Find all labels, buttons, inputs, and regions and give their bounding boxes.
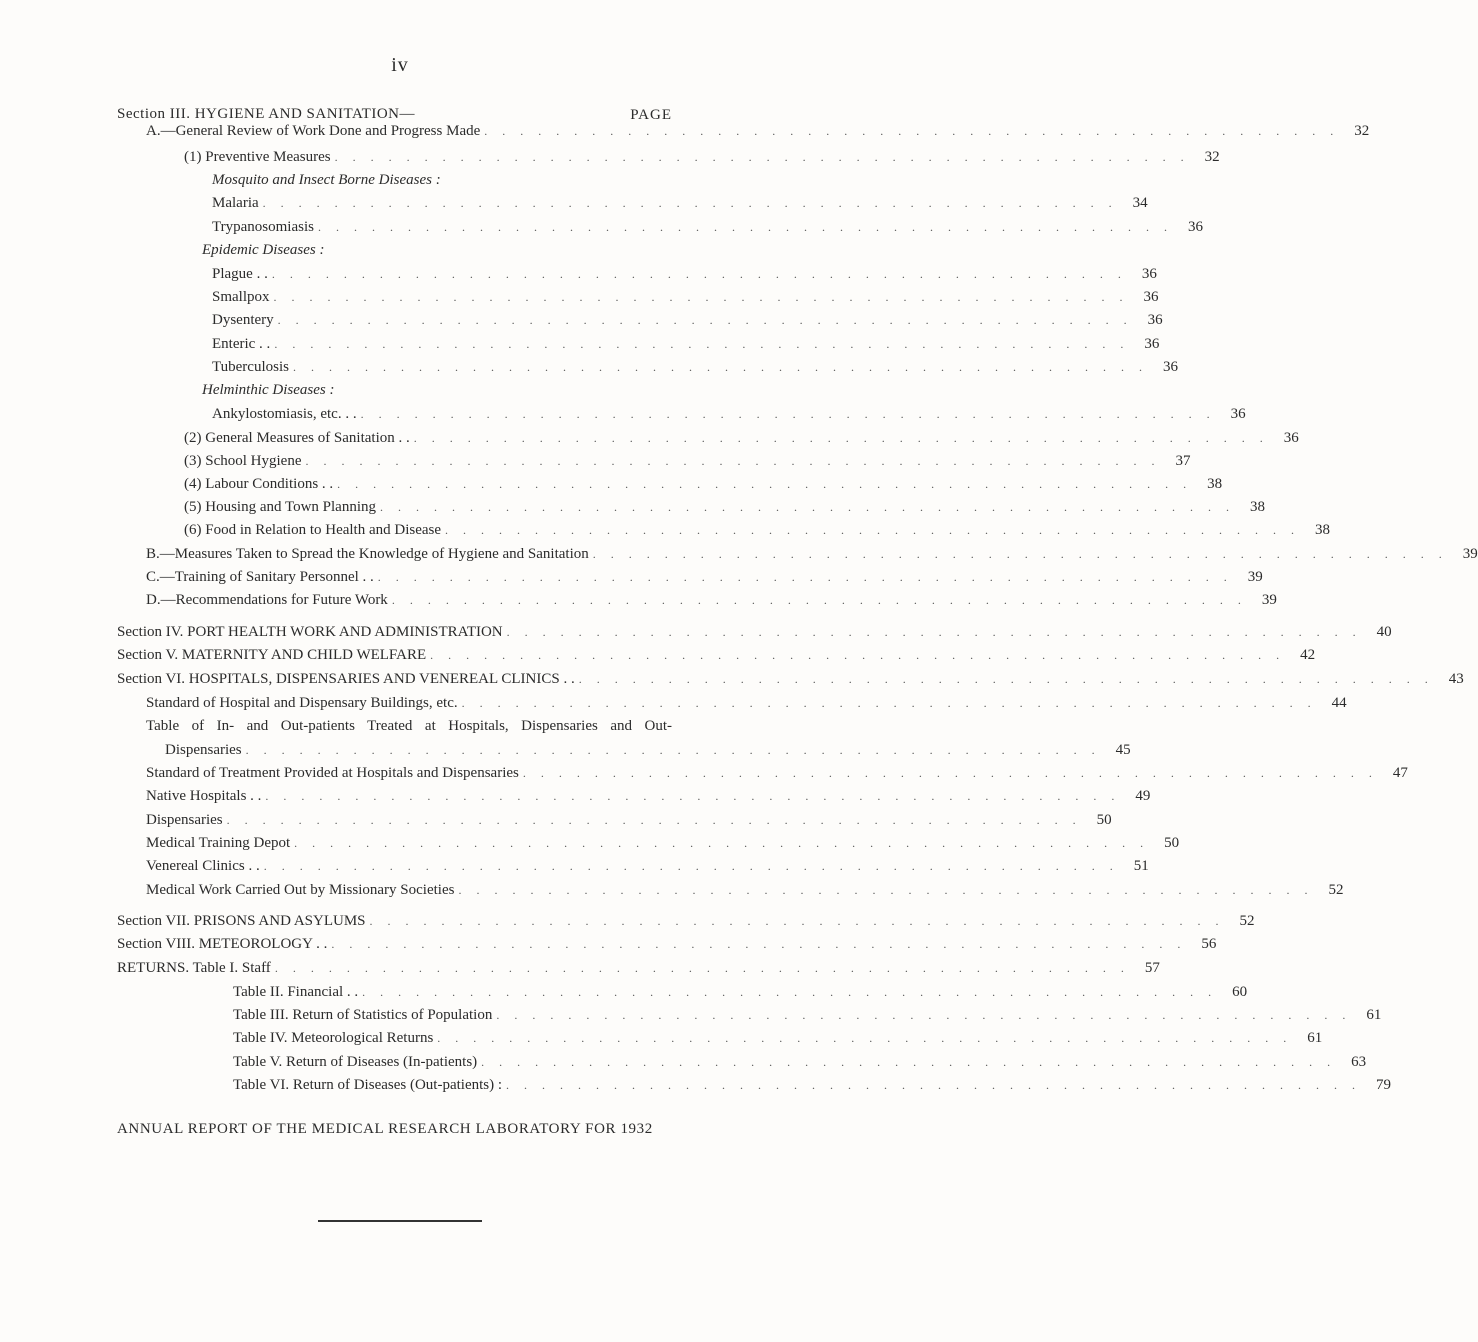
leader-dots: . . . . . . . . . . . . . . . . . . . . . . . . . . . . . . . . . . . . . . . . . . . . . . . . — [305, 454, 1161, 468]
toc-entry-text: Malaria — [212, 195, 259, 211]
toc-entry-text: Native Hospitals . . — [146, 788, 262, 804]
toc-entry-text: Dysentery — [212, 312, 274, 328]
toc-page-number: 38 — [1250, 499, 1265, 515]
toc-entry[interactable] — [212, 287, 1159, 307]
footer-rule — [318, 1220, 482, 1222]
toc-entry-text: Tuberculosis — [212, 359, 289, 375]
toc-entry-text: (4) Labour Conditions . . — [184, 476, 334, 492]
leader-dots: . . . . . . . . . . . . . . . . . . . . . . . . . . . . . . . . . . . . . . . . . . . . . . . . — [522, 766, 1378, 780]
toc-entry[interactable] — [146, 590, 1277, 610]
toc-entry[interactable] — [146, 810, 1112, 830]
toc-entry[interactable] — [233, 982, 1248, 1002]
toc-page-number: 38 — [1207, 476, 1223, 492]
toc-page-number: 34 — [1132, 195, 1148, 211]
toc-entry[interactable] — [233, 1052, 1367, 1072]
toc-entry-text: Enteric . . — [212, 336, 271, 352]
toc-entry[interactable] — [212, 217, 1203, 237]
toc-entry[interactable] — [184, 147, 1220, 167]
toc-subheading: Mosquito and Insect Borne Diseases : — [212, 172, 441, 188]
toc-entry[interactable] — [212, 357, 1178, 377]
toc-entry-text: Table of In- and Out-patients Treated at Hospitals, Dispensaries and Out- — [146, 718, 672, 734]
toc-entry[interactable] — [146, 880, 1344, 900]
toc-entry-text: Table V. Return of Diseases (In-patients) — [233, 1054, 478, 1070]
toc-page-number: 40 — [1376, 624, 1392, 640]
toc-entry[interactable] — [233, 1075, 1392, 1095]
leader-dots: . . . . . . . . . . . . . . . . . . . . . . . . . . . . . . . . . . . . . . . . . . . . . . . . — [294, 836, 1150, 850]
leader-dots: . . . . . . . . . . . . . . . . . . . . . . . . . . . . . . . . . . . . . . . . . . . . . . . . — [437, 1031, 1293, 1045]
toc-entry-text: Section IV. PORT HEALTH WORK AND ADMINISTRATION — [117, 624, 503, 640]
toc-entry-text: Section VIII. METEOROLOGY . . — [117, 936, 328, 952]
toc-entry-text: Table IV. Meteorological Returns — [233, 1030, 434, 1046]
toc-page-number: 50 — [1164, 835, 1180, 851]
toc-page-number: 79 — [1376, 1077, 1392, 1093]
leader-dots: . . . . . . . . . . . . . . . . . . . . . . . . . . . . . . . . . . . . . . . . . . . . . . . . — [496, 1008, 1352, 1022]
toc-page-number: 36 — [1143, 289, 1159, 305]
toc-page-number: 50 — [1096, 812, 1112, 828]
toc-entry[interactable] — [212, 334, 1160, 354]
toc-page-number: 61 — [1307, 1030, 1323, 1046]
toc-page-number: 37 — [1175, 453, 1191, 469]
toc-entry[interactable] — [117, 934, 1217, 954]
leader-dots: . . . . . . . . . . . . . . . . . . . . . . . . . . . . . . . . . . . . . . . . . . . . . . . . — [317, 220, 1173, 234]
toc-entry[interactable] — [184, 428, 1299, 448]
toc-page-number: 56 — [1201, 936, 1217, 952]
toc-entry[interactable] — [184, 520, 1331, 540]
toc-page-number: 36 — [1162, 359, 1178, 375]
toc-entry-text: (2) General Measures of Sanitation . . — [184, 430, 410, 446]
leader-dots: . . . . . . . . . . . . . . . . . . . . . . . . . . . . . . . . . . . . . . . . . . . . . . . . — [334, 150, 1190, 164]
leader-dots: . . . . . . . . . . . . . . . . . . . . . . . . . . . . . . . . . . . . . . . . . . . . . . . . — [362, 985, 1218, 999]
toc-entry[interactable] — [212, 310, 1163, 330]
leader-dots: . . . . . . . . . . . . . . . . . . . . . . . . . . . . . . . . . . . . . . . . . . . . . . . . — [245, 743, 1101, 757]
toc-entry-text: Smallpox — [212, 289, 270, 305]
toc-page-number: 36 — [1147, 312, 1163, 328]
leader-dots: . . . . . . . . . . . . . . . . . . . . . . . . . . . . . . . . . . . . . . . . . . . . . . . . — [271, 267, 1127, 281]
toc-page-number: 36 — [1230, 406, 1246, 422]
toc-entry[interactable] — [212, 193, 1148, 213]
toc-entry-text: Section V. MATERNITY AND CHILD WELFARE — [117, 647, 427, 663]
toc-entry[interactable] — [146, 121, 1370, 141]
leader-dots: . . . . . . . . . . . . . . . . . . . . . . . . . . . . . . . . . . . . . . . . . . . . . . . . — [445, 523, 1301, 537]
toc-entry-text: Standard of Hospital and Dispensary Buildings, etc. — [146, 695, 458, 711]
toc-entry[interactable] — [146, 833, 1180, 853]
toc-entry[interactable] — [117, 622, 1392, 642]
toc-subheading: Helminthic Diseases : — [202, 382, 335, 398]
leader-dots: . . . . . . . . . . . . . . . . . . . . . . . . . . . . . . . . . . . . . . . . . . . . . . . . — [273, 290, 1129, 304]
leader-dots: . . . . . . . . . . . . . . . . . . . . . . . . . . . . . . . . . . . . . . . . . . . . . . . . — [506, 625, 1362, 639]
leader-dots: . . . . . . . . . . . . . . . . . . . . . . . . . . . . . . . . . . . . . . . . . . . . . . . . — [274, 337, 1130, 351]
toc-entry-text: Section VI. HOSPITALS, DISPENSARIES AND VENEREAL CLINICS . . — [117, 671, 575, 687]
leader-dots: . . . . . . . . . . . . . . . . . . . . . . . . . . . . . . . . . . . . . . . . . . . . . . . . — [265, 789, 1121, 803]
toc-entry[interactable] — [146, 567, 1263, 587]
page-column-label: PAGE — [630, 107, 672, 123]
toc-entry[interactable] — [146, 544, 1478, 564]
toc-entry-text: (5) Housing and Town Planning — [184, 499, 376, 515]
leader-dots: . . . . . . . . . . . . . . . . . . . . . . . . . . . . . . . . . . . . . . . . . . . . . . . . — [377, 570, 1233, 584]
toc-page-number: 60 — [1232, 984, 1248, 1000]
toc-entry[interactable] — [117, 911, 1255, 931]
leader-dots: . . . . . . . . . . . . . . . . . . . . . . . . . . . . . . . . . . . . . . . . . . . . . . . . — [263, 859, 1119, 873]
toc-page-number: 39 — [1261, 592, 1277, 608]
toc-page-number: 52 — [1239, 913, 1255, 929]
toc-entry-text: Medical Training Depot — [146, 835, 291, 851]
toc-entry-text: Standard of Treatment Provided at Hospitals and Dispensaries — [146, 765, 519, 781]
leader-dots: . . . . . . . . . . . . . . . . . . . . . . . . . . . . . . . . . . . . . . . . . . . . . . . . — [226, 813, 1082, 827]
toc-entry-text: Section VII. PRISONS AND ASYLUMS — [117, 913, 366, 929]
toc-entry-text: A.—General Review of Work Done and Progress Made — [146, 123, 481, 139]
toc-page-number: 36 — [1187, 219, 1203, 235]
toc-entry-text: RETURNS. Table I. Staff — [117, 960, 271, 976]
section-iii-heading: Section III. HYGIENE AND SANITATION— — [117, 106, 416, 122]
leader-dots: . . . . . . . . . . . . . . . . . . . . . . . . . . . . . . . . . . . . . . . . . . . . . . . . — [430, 648, 1286, 662]
toc-entry-text: Table II. Financial . . — [233, 984, 359, 1000]
toc-entry-text: Dispensaries — [165, 742, 242, 758]
toc-entry[interactable] — [117, 645, 1316, 665]
leader-dots: . . . . . . . . . . . . . . . . . . . . . . . . . . . . . . . . . . . . . . . . . . . . . . . . — [360, 407, 1216, 421]
toc-entry-text: Venereal Clinics . . — [146, 858, 260, 874]
leader-dots: . . . . . . . . . . . . . . . . . . . . . . . . . . . . . . . . . . . . . . . . . . . . . . . . — [506, 1078, 1362, 1092]
toc-entry-text: D.—Recommendations for Future Work — [146, 592, 388, 608]
toc-page-number: 57 — [1144, 960, 1160, 976]
toc-entry-text: (6) Food in Relation to Health and Disease — [184, 522, 442, 538]
toc-entry[interactable] — [184, 474, 1223, 494]
toc-entry[interactable] — [146, 763, 1408, 783]
toc-entry[interactable] — [117, 958, 1160, 978]
leader-dots: . . . . . . . . . . . . . . . . . . . . . . . . . . . . . . . . . . . . . . . . . . . . . . . . — [369, 914, 1225, 928]
toc-page-number: 39 — [1247, 569, 1263, 585]
toc-entry-text: Medical Work Carried Out by Missionary Societies — [146, 882, 455, 898]
toc-page-number: 36 — [1144, 336, 1160, 352]
leader-dots: . . . . . . . . . . . . . . . . . . . . . . . . . . . . . . . . . . . . . . . . . . . . . . . . — [292, 360, 1148, 374]
toc-entry[interactable] — [165, 740, 1131, 760]
toc-page-number: 43 — [1448, 671, 1464, 687]
toc-subheading: Epidemic Diseases : — [202, 242, 325, 258]
toc-page-number: 42 — [1300, 647, 1316, 663]
report-footer: ANNUAL REPORT OF THE MEDICAL RESEARCH LABORATORY FOR 1932 — [117, 1121, 653, 1137]
leader-dots: . . . . . . . . . . . . . . . . . . . . . . . . . . . . . . . . . . . . . . . . . . . . . . . . — [481, 1055, 1337, 1069]
toc-entry[interactable] — [117, 669, 1464, 689]
toc-entry-text: B.—Measures Taken to Spread the Knowledge of Hygiene and Sanitation — [146, 546, 589, 562]
toc-page-number: 61 — [1366, 1007, 1382, 1023]
toc-entry[interactable] — [146, 786, 1151, 806]
toc-entry-text: (1) Preventive Measures — [184, 149, 331, 165]
leader-dots: . . . . . . . . . . . . . . . . . . . . . . . . . . . . . . . . . . . . . . . . . . . . . . . . — [413, 431, 1269, 445]
toc-entry[interactable] — [146, 856, 1149, 876]
toc-page-number: 47 — [1392, 765, 1408, 781]
leader-dots: . . . . . . . . . . . . . . . . . . . . . . . . . . . . . . . . . . . . . . . . . . . . . . . . — [461, 696, 1317, 710]
toc-page-number: 49 — [1135, 788, 1151, 804]
leader-dots: . . . . . . . . . . . . . . . . . . . . . . . . . . . . . . . . . . . . . . . . . . . . . . . . — [380, 500, 1235, 514]
toc-entry-text: Plague . . — [212, 266, 268, 282]
toc-entry-text: Ankylostomiasis, etc. . . — [212, 406, 357, 422]
leader-dots: . . . . . . . . . . . . . . . . . . . . . . . . . . . . . . . . . . . . . . . . . . . . . . . . — [578, 672, 1434, 686]
toc-entry[interactable] — [184, 451, 1191, 471]
toc-entry-text: Trypanosomiasis — [212, 219, 314, 235]
toc-entry[interactable] — [212, 404, 1246, 424]
toc-entry[interactable] — [212, 264, 1157, 284]
toc-entry-text: (3) School Hygiene — [184, 453, 302, 469]
toc-entry-text: C.—Training of Sanitary Personnel . . — [146, 569, 374, 585]
toc-page-number: 52 — [1328, 882, 1344, 898]
toc-entry[interactable] — [184, 497, 1265, 517]
toc-entry-text: Table VI. Return of Diseases (Out-patients) : — [233, 1077, 503, 1093]
leader-dots: . . . . . . . . . . . . . . . . . . . . . . . . . . . . . . . . . . . . . . . . . . . . . . . . — [337, 477, 1193, 491]
leader-dots: . . . . . . . . . . . . . . . . . . . . . . . . . . . . . . . . . . . . . . . . . . . . . . . . — [277, 313, 1133, 327]
leader-dots: . . . . . . . . . . . . . . . . . . . . . . . . . . . . . . . . . . . . . . . . . . . . . . . . — [592, 547, 1448, 561]
toc-entry-text: Dispensaries — [146, 812, 223, 828]
leader-dots: . . . . . . . . . . . . . . . . . . . . . . . . . . . . . . . . . . . . . . . . . . . . . . . . — [262, 196, 1118, 210]
toc-page-number: 45 — [1115, 742, 1131, 758]
leader-dots: . . . . . . . . . . . . . . . . . . . . . . . . . . . . . . . . . . . . . . . . . . . . . . . . — [458, 883, 1314, 897]
toc-entry[interactable] — [233, 1028, 1323, 1048]
toc-page-number: 32 — [1354, 123, 1370, 139]
leader-dots: . . . . . . . . . . . . . . . . . . . . . . . . . . . . . . . . . . . . . . . . . . . . . . . . — [484, 124, 1340, 138]
leader-dots: . . . . . . . . . . . . . . . . . . . . . . . . . . . . . . . . . . . . . . . . . . . . . . . . — [391, 593, 1247, 607]
toc-entry-text: Table III. Return of Statistics of Population — [233, 1007, 493, 1023]
page-number: iv — [391, 54, 409, 76]
toc-page-number: 44 — [1331, 695, 1347, 711]
toc-page-number: 36 — [1141, 266, 1157, 282]
toc-entry[interactable] — [233, 1005, 1382, 1025]
toc-entry[interactable] — [146, 693, 1347, 713]
toc-page-number: 36 — [1283, 430, 1299, 446]
toc-page-number: 38 — [1315, 522, 1331, 538]
toc-page-number: 32 — [1204, 149, 1220, 165]
leader-dots: . . . . . . . . . . . . . . . . . . . . . . . . . . . . . . . . . . . . . . . . . . . . . . . . — [331, 937, 1187, 951]
toc-page-number: 39 — [1462, 546, 1478, 562]
leader-dots: . . . . . . . . . . . . . . . . . . . . . . . . . . . . . . . . . . . . . . . . . . . . . . . . — [274, 961, 1130, 975]
toc-page-number: 51 — [1133, 858, 1149, 874]
toc-page-number: 63 — [1351, 1054, 1367, 1070]
